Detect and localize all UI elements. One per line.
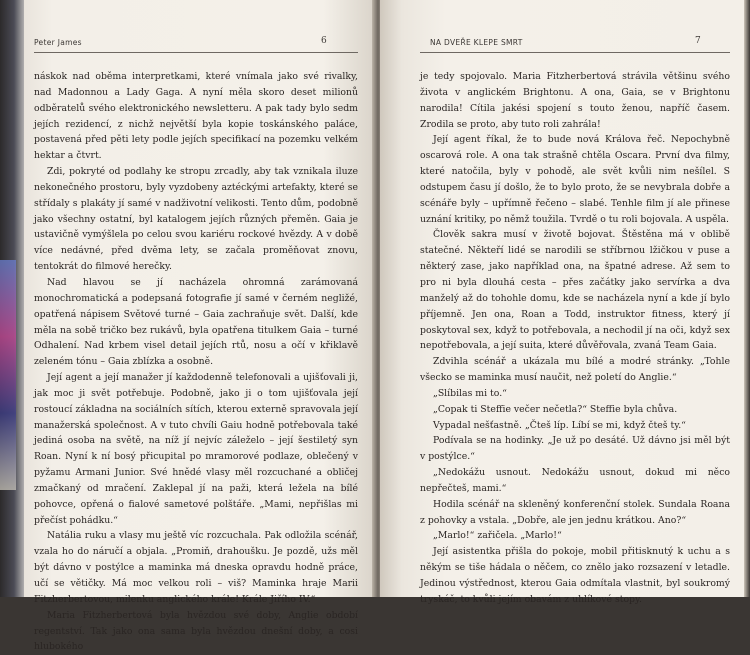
paragraph: „Slíbilas mi to.“ <box>433 387 507 399</box>
running-head-author: Peter James <box>34 38 82 47</box>
header-rule <box>420 52 730 53</box>
paragraph: Člověk sakra musí v životě bojovat. Štěstěna má v oblibě statečné. Někteří lidé se narodili se stříbrnou lžičkou v puse a některý zase, jako například ona, na špatné adrese. Až sem to pro ni byla dlouhá cesta – přes začátky jako servírka a dva manželý až do tohohle domu, kde se nacházela nyní a kde jí bylo příjemně. Jen ona, Roan a Todd, instruktor fitness, který jí poskytoval sex, když to potřebovala, a nechodil jí na oči, když sex nepotřebovala, a její suita, které důvěřovala, zvaná Team Gaia. <box>420 229 730 352</box>
paragraph: náskok nad oběma interpretkami, které vnímala jako své rivalky, nad Madonnou a Lady Gaga. A nyní měla skoro deset milionů odběratelů svého elektronického newsletteru. A pak tady bylo sedm jejích rezidencí, z nichž největší byla kopie toskánského paláce, postavená před pěti lety podle jejích specifikací na pozemku velkém hektar a čtvrt. <box>34 71 358 162</box>
left-page <box>24 0 376 653</box>
paragraph: je tedy spojovalo. Maria Fitzherbertová strávila většinu svého života v anglickém Brightonu. A ona, Gaia, se v Brightonu narodila! Cítila jakési spojení s touto ženou, napříč časem. Zrodila se proto, aby tuto roli zahrála! <box>420 71 730 130</box>
paragraph: Hodila scénář na skleněný konferenční stolek. Sundala Roana z pohovky a vstala. „Dobře, ale jen jednu krátkou. Ano?“ <box>420 498 730 526</box>
paragraph: Vypadal nešťastně. „Čteš líp. Líbí se mi, když čteš ty.“ <box>433 419 686 431</box>
running-head-title: NA DVEŘE KLEPE SMRT <box>430 38 523 47</box>
background-cover-strip <box>0 260 16 490</box>
header-rule <box>34 52 358 53</box>
paragraph: „Nedokážu usnout. Nedokážu usnout, dokud mi něco nepřečteš, mami.“ <box>420 467 730 494</box>
paragraph: Nad hlavou se jí nacházela ohromná zarámovaná monochromatická a podepsaná fotografie jí samé v černém negližé, opatřená nápisem Světové turné – Gaia zachraňuje svět. Další, kde měla na sobě tričko bez rukávů, byla opatřena titulkem Gaia – turné Odhalení. Nad krbem visel detail jejích rtů, nosu a očí v křiklavě zeleném tónu – Gaia zblízka a osobně. <box>34 276 358 368</box>
page-number-left: 6 <box>321 36 327 46</box>
paragraph: „Copak ti Steffie večer nečetla?“ Steffie byla chůva. <box>433 403 678 415</box>
paragraph: Její asistentka přišla do pokoje, mobil přitisknutý k uchu a s někým se tiše hádala o něčem, co znělo jako rozsazení v letadle. Jedinou výstřednost, kterou Gaia odmítala vlastnit, byl soukromý tryskáč, to kvůli jejím obavám z uhlíkové stopy. <box>420 546 730 605</box>
page-number-right: 7 <box>695 36 701 46</box>
right-page <box>380 0 745 605</box>
paragraph: „Marlo!“ zařičela. „Marlo!“ <box>433 530 562 542</box>
paragraph: Její agent říkal, že to bude nová Králova řeč. Nepochybně oscarová role. A ona tak strašně chtěla Oscara. První dva filmy, které natočila, byly v pohodě, ale svět kvůli nim nešílel. S odstupem času jí došlo, že to bylo proto, že se nevybrala dobře a scénáře byly – upřímně řečeno – slabé. Tenhle film jí ale přinese uznání kritiky, po němž toužila. Tvrdě o tu roli bojovala. A uspěla. <box>420 134 730 225</box>
paragraph: Maria Fitzherbertová byla hvězdou své doby, Anglie období regentství. Tak jako ona sama byla hvězdou dnešní doby, a cosi hlubokého <box>34 609 358 653</box>
paragraph: Natáliа ruku a vlasy mu ještě víc rozcuchala. Pak odložila scénář, vzala ho do náručí a objala. „Promiň, drahoušku. Je pozdě, užs měl být dávno v postýlce a maminka má dneska opravdu hodně práce, učí se větičky. Má moc velkou roli – viš? Maminka hraje Marii Fitzherbertovou, milenku anglického krále! Krále Jiřího IV.“ <box>34 530 358 605</box>
book-edge-right <box>744 0 750 597</box>
paragraph: Její agent a její manažer jí každodenně telefonovali a ujišťovali ji, jak moc ji svět potřebuje. Podobně, jako ji o tom ujišťovala její rostoucí základna na sociálních sítích, kterou externě spravovala její manažerská společnost. A v tuto chvíli Gaiu hodně potřebovala také jediná osoba na světě, na níž jí nejvíc záleželo – její šestiletý syn Roan. Nyní k ní bosý přicupital po mramorové podlaze, oblečený v pyžamu Armani Junior. Své hnědé vlasy měl rozcuchané a obličej zmačkaný od mračení. Zaklepal jí na paži, která ležela na bílé pohovce, opřená o fialové sametové polštáře. „Mami, nepřišlas mi přečíst pohádku.“ <box>34 372 358 526</box>
paragraph: Zdvihla scénář a ukázala mu bílé a modré stránky. „Tohle všecko se maminka musí naučit, než poletí do Anglie.“ <box>420 356 730 384</box>
paragraph: Zdi, pokryté od podlahy ke stropu zrcadly, aby tak vznikala iluze nekonečného prostoru, byly vyzdobeny aztéckými artefakty, které se střídaly s plakáty jí samé v nadživotní velikosti. Tento dům, podobně jako všechny ostatní, byl katalogem jejích různých přeměn. Gaia je ustavičně vymýšlela po celou svou kariéru rockové hvězdy. A v době více nedávné, před dvěma lety, se začala proměňovat znovu, tentokrát do filmové herečky. <box>34 166 358 273</box>
paragraph: Podívala se na hodinky. „Je už po desáté. Už dávno jsi měl být v postýlce.“ <box>420 435 730 463</box>
right-page-body <box>420 69 730 608</box>
left-page-body <box>34 69 358 655</box>
